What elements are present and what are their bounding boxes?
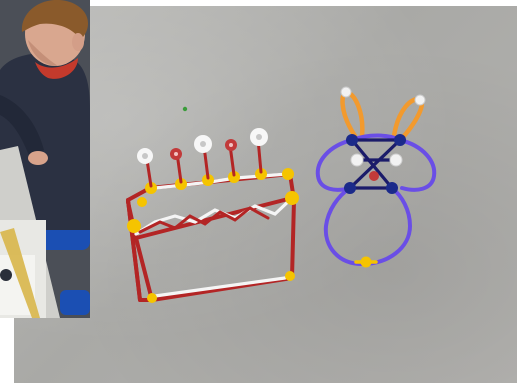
candle-flames (137, 128, 268, 164)
bunny-model (318, 87, 434, 268)
cake-model (127, 107, 299, 303)
